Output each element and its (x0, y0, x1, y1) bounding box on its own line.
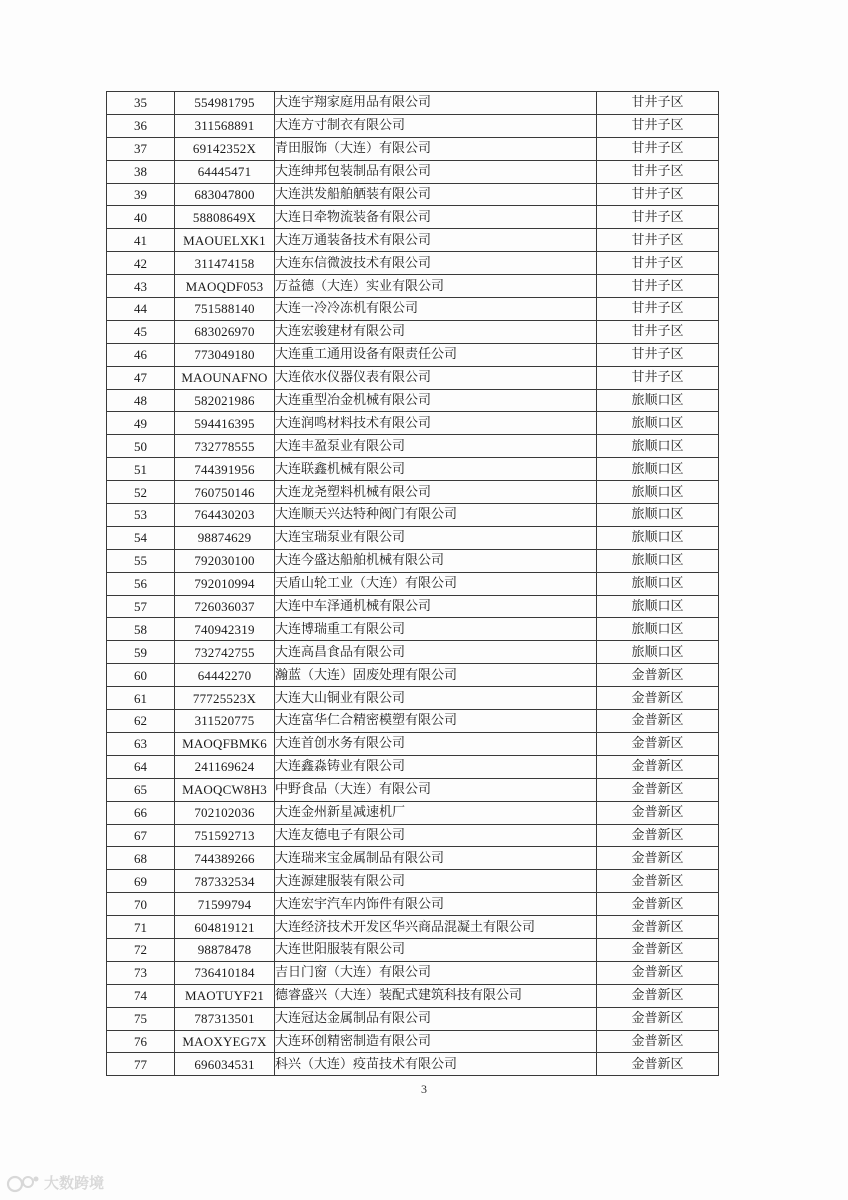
org-code-cell: 554981795 (175, 92, 275, 115)
org-code-cell: 751592713 (175, 824, 275, 847)
company-name-cell: 德睿盛兴（大连）装配式建筑科技有限公司 (275, 984, 597, 1007)
row-number-cell: 39 (107, 183, 175, 206)
company-name-cell: 大连世阳服装有限公司 (275, 938, 597, 961)
row-number-cell: 57 (107, 595, 175, 618)
row-number-cell: 37 (107, 137, 175, 160)
org-code-cell: 58808649X (175, 206, 275, 229)
company-name-cell: 大连金州新星减速机厂 (275, 801, 597, 824)
district-cell: 旅顺口区 (597, 595, 719, 618)
company-name-cell: 大连环创精密制造有限公司 (275, 1030, 597, 1053)
table-row (107, 298, 719, 321)
org-code-cell: 311474158 (175, 252, 275, 275)
org-code-cell: MAOTUYF21 (175, 984, 275, 1007)
table-row (107, 664, 719, 687)
district-cell: 金普新区 (597, 755, 719, 778)
company-name-cell: 大连万通装备技术有限公司 (275, 229, 597, 252)
district-cell: 金普新区 (597, 824, 719, 847)
district-cell: 甘井子区 (597, 137, 719, 160)
table-row (107, 801, 719, 824)
brand-logo-icon (6, 1173, 40, 1193)
company-name-cell: 大连丰盈泵业有限公司 (275, 435, 597, 458)
row-number-cell: 44 (107, 298, 175, 321)
district-cell: 旅顺口区 (597, 641, 719, 664)
district-cell: 甘井子区 (597, 252, 719, 275)
company-name-cell: 青田服饰（大连）有限公司 (275, 137, 597, 160)
table-row (107, 160, 719, 183)
table-row (107, 893, 719, 916)
watermark (6, 1172, 104, 1193)
company-name-cell: 大连重工通用设备有限责任公司 (275, 343, 597, 366)
row-number-cell: 53 (107, 504, 175, 527)
org-code-cell: MAOXYEG7X (175, 1030, 275, 1053)
district-cell: 金普新区 (597, 732, 719, 755)
district-cell: 金普新区 (597, 778, 719, 801)
org-code-cell: 98878478 (175, 938, 275, 961)
company-table-body (107, 92, 719, 1076)
row-number-cell: 46 (107, 343, 175, 366)
org-code-cell: 732742755 (175, 641, 275, 664)
org-code-cell: 64442270 (175, 664, 275, 687)
company-name-cell: 大连顺天兴达特种阀门有限公司 (275, 504, 597, 527)
org-code-cell: MAOQFBMK6 (175, 732, 275, 755)
district-cell: 旅顺口区 (597, 549, 719, 572)
district-cell: 甘井子区 (597, 206, 719, 229)
row-number-cell: 36 (107, 114, 175, 137)
company-name-cell: 大连富华仁合精密模塑有限公司 (275, 710, 597, 733)
row-number-cell: 49 (107, 412, 175, 435)
district-cell: 甘井子区 (597, 275, 719, 298)
table-row (107, 458, 719, 481)
district-cell: 金普新区 (597, 710, 719, 733)
org-code-cell: MAOQCW8H3 (175, 778, 275, 801)
table-row (107, 252, 719, 275)
row-number-cell: 62 (107, 710, 175, 733)
org-code-cell: 98874629 (175, 526, 275, 549)
table-row (107, 595, 719, 618)
district-cell: 旅顺口区 (597, 435, 719, 458)
district-cell: 金普新区 (597, 1007, 719, 1030)
table-row (107, 572, 719, 595)
row-number-cell: 54 (107, 526, 175, 549)
company-name-cell: 大连润鸣材料技术有限公司 (275, 412, 597, 435)
row-number-cell: 66 (107, 801, 175, 824)
company-name-cell: 大连日牵物流装备有限公司 (275, 206, 597, 229)
company-name-cell: 科兴（大连）疫苗技术有限公司 (275, 1053, 597, 1076)
row-number-cell: 48 (107, 389, 175, 412)
table-row (107, 847, 719, 870)
company-name-cell: 瀚蓝（大连）固废处理有限公司 (275, 664, 597, 687)
table-row (107, 137, 719, 160)
table-row (107, 92, 719, 115)
org-code-cell: 726036037 (175, 595, 275, 618)
row-number-cell: 71 (107, 916, 175, 939)
row-number-cell: 55 (107, 549, 175, 572)
org-code-cell: 311568891 (175, 114, 275, 137)
org-code-cell: 594416395 (175, 412, 275, 435)
org-code-cell: 732778555 (175, 435, 275, 458)
table-row (107, 275, 719, 298)
district-cell: 旅顺口区 (597, 526, 719, 549)
org-code-cell: 787313501 (175, 1007, 275, 1030)
company-name-cell: 大连重型冶金机械有限公司 (275, 389, 597, 412)
company-name-cell: 大连博瑞重工有限公司 (275, 618, 597, 641)
district-cell: 甘井子区 (597, 229, 719, 252)
company-name-cell: 大连绅邦包装制品有限公司 (275, 160, 597, 183)
district-cell: 甘井子区 (597, 320, 719, 343)
district-cell: 金普新区 (597, 687, 719, 710)
table-row (107, 481, 719, 504)
org-code-cell: 792030100 (175, 549, 275, 572)
table-row (107, 114, 719, 137)
district-cell: 金普新区 (597, 664, 719, 687)
row-number-cell: 74 (107, 984, 175, 1007)
org-code-cell: 744391956 (175, 458, 275, 481)
table-row (107, 916, 719, 939)
company-name-cell: 大连东信微波技术有限公司 (275, 252, 597, 275)
company-name-cell: 大连首创水务有限公司 (275, 732, 597, 755)
row-number-cell: 61 (107, 687, 175, 710)
org-code-cell: 604819121 (175, 916, 275, 939)
district-cell: 金普新区 (597, 984, 719, 1007)
company-name-cell: 大连宏宇汽车内饰件有限公司 (275, 893, 597, 916)
district-cell: 金普新区 (597, 938, 719, 961)
org-code-cell: 773049180 (175, 343, 275, 366)
company-name-cell: 大连宝瑞泵业有限公司 (275, 526, 597, 549)
company-name-cell: 大连依水仪器仪表有限公司 (275, 366, 597, 389)
row-number-cell: 43 (107, 275, 175, 298)
row-number-cell: 42 (107, 252, 175, 275)
company-name-cell: 大连经济技术开发区华兴商品混凝土有限公司 (275, 916, 597, 939)
district-cell: 旅顺口区 (597, 618, 719, 641)
district-cell: 甘井子区 (597, 366, 719, 389)
row-number-cell: 59 (107, 641, 175, 664)
row-number-cell: 72 (107, 938, 175, 961)
table-row (107, 984, 719, 1007)
table-row (107, 755, 719, 778)
row-number-cell: 68 (107, 847, 175, 870)
org-code-cell: 760750146 (175, 481, 275, 504)
row-number-cell: 70 (107, 893, 175, 916)
company-name-cell: 大连鑫淼铸业有限公司 (275, 755, 597, 778)
district-cell: 甘井子区 (597, 343, 719, 366)
district-cell: 金普新区 (597, 870, 719, 893)
row-number-cell: 58 (107, 618, 175, 641)
table-row (107, 1007, 719, 1030)
table-row (107, 412, 719, 435)
company-name-cell: 天盾山轮工业（大连）有限公司 (275, 572, 597, 595)
table-row (107, 549, 719, 572)
row-number-cell: 60 (107, 664, 175, 687)
row-number-cell: 56 (107, 572, 175, 595)
district-cell: 旅顺口区 (597, 458, 719, 481)
company-name-cell: 大连方寸制衣有限公司 (275, 114, 597, 137)
district-cell: 金普新区 (597, 893, 719, 916)
row-number-cell: 45 (107, 320, 175, 343)
org-code-cell: MAOUNAFNO (175, 366, 275, 389)
table-row (107, 618, 719, 641)
table-row (107, 206, 719, 229)
org-code-cell: 702102036 (175, 801, 275, 824)
company-name-cell: 中野食品（大连）有限公司 (275, 778, 597, 801)
company-name-cell: 大连瑞来宝金属制品有限公司 (275, 847, 597, 870)
org-code-cell: 69142352X (175, 137, 275, 160)
table-row (107, 641, 719, 664)
table-row (107, 870, 719, 893)
table-row (107, 778, 719, 801)
district-cell: 金普新区 (597, 916, 719, 939)
table-row (107, 389, 719, 412)
table-row (107, 526, 719, 549)
row-number-cell: 51 (107, 458, 175, 481)
table-row (107, 710, 719, 733)
row-number-cell: 38 (107, 160, 175, 183)
district-cell: 金普新区 (597, 847, 719, 870)
district-cell: 金普新区 (597, 1053, 719, 1076)
row-number-cell: 35 (107, 92, 175, 115)
table-row (107, 687, 719, 710)
company-name-cell: 大连联鑫机械有限公司 (275, 458, 597, 481)
table-row (107, 938, 719, 961)
org-code-cell: MAOQDF053 (175, 275, 275, 298)
row-number-cell: 69 (107, 870, 175, 893)
org-code-cell: 311520775 (175, 710, 275, 733)
table-row (107, 732, 719, 755)
company-name-cell: 万益德（大连）实业有限公司 (275, 275, 597, 298)
company-name-cell: 大连今盛达船舶机械有限公司 (275, 549, 597, 572)
row-number-cell: 41 (107, 229, 175, 252)
row-number-cell: 67 (107, 824, 175, 847)
table-row (107, 366, 719, 389)
company-name-cell: 大连源建服装有限公司 (275, 870, 597, 893)
org-code-cell: 241169624 (175, 755, 275, 778)
district-cell: 甘井子区 (597, 92, 719, 115)
table-row (107, 183, 719, 206)
company-name-cell: 吉日门窗（大连）有限公司 (275, 961, 597, 984)
org-code-cell: 736410184 (175, 961, 275, 984)
org-code-cell: MAOUELXK1 (175, 229, 275, 252)
district-cell: 旅顺口区 (597, 481, 719, 504)
district-cell: 旅顺口区 (597, 389, 719, 412)
org-code-cell: 683047800 (175, 183, 275, 206)
org-code-cell: 77725523X (175, 687, 275, 710)
row-number-cell: 50 (107, 435, 175, 458)
company-name-cell: 大连中车泽通机械有限公司 (275, 595, 597, 618)
table-row (107, 1030, 719, 1053)
row-number-cell: 73 (107, 961, 175, 984)
row-number-cell: 63 (107, 732, 175, 755)
district-cell: 金普新区 (597, 801, 719, 824)
district-cell: 金普新区 (597, 1030, 719, 1053)
company-name-cell: 大连友德电子有限公司 (275, 824, 597, 847)
company-name-cell: 大连冠达金属制品有限公司 (275, 1007, 597, 1030)
table-row (107, 320, 719, 343)
org-code-cell: 792010994 (175, 572, 275, 595)
district-cell: 甘井子区 (597, 114, 719, 137)
company-name-cell: 大连宇翔家庭用品有限公司 (275, 92, 597, 115)
org-code-cell: 64445471 (175, 160, 275, 183)
company-name-cell: 大连一冷冷冻机有限公司 (275, 298, 597, 321)
page-number: 3 (421, 1082, 427, 1096)
row-number-cell: 64 (107, 755, 175, 778)
table-row (107, 229, 719, 252)
company-name-cell: 大连宏骏建材有限公司 (275, 320, 597, 343)
row-number-cell: 76 (107, 1030, 175, 1053)
table-row (107, 504, 719, 527)
row-number-cell: 75 (107, 1007, 175, 1030)
district-cell: 甘井子区 (597, 160, 719, 183)
company-name-cell: 大连大山铜业有限公司 (275, 687, 597, 710)
row-number-cell: 47 (107, 366, 175, 389)
org-code-cell: 71599794 (175, 893, 275, 916)
district-cell: 旅顺口区 (597, 504, 719, 527)
district-cell: 旅顺口区 (597, 412, 719, 435)
district-cell: 甘井子区 (597, 183, 719, 206)
org-code-cell: 582021986 (175, 389, 275, 412)
company-table (106, 91, 719, 1076)
company-name-cell: 大连洪发船舶舾装有限公司 (275, 183, 597, 206)
org-code-cell: 744389266 (175, 847, 275, 870)
table-row (107, 961, 719, 984)
company-name-cell: 大连龙尧塑料机械有限公司 (275, 481, 597, 504)
table-row (107, 343, 719, 366)
org-code-cell: 696034531 (175, 1053, 275, 1076)
company-name-cell: 大连高昌食品有限公司 (275, 641, 597, 664)
table-row (107, 1053, 719, 1076)
district-cell: 金普新区 (597, 961, 719, 984)
district-cell: 甘井子区 (597, 298, 719, 321)
table-row (107, 824, 719, 847)
row-number-cell: 52 (107, 481, 175, 504)
org-code-cell: 787332534 (175, 870, 275, 893)
org-code-cell: 740942319 (175, 618, 275, 641)
org-code-cell: 751588140 (175, 298, 275, 321)
row-number-cell: 40 (107, 206, 175, 229)
org-code-cell: 764430203 (175, 504, 275, 527)
org-code-cell: 683026970 (175, 320, 275, 343)
row-number-cell: 65 (107, 778, 175, 801)
watermark-text: 大数跨境 (44, 1174, 105, 1192)
district-cell: 旅顺口区 (597, 572, 719, 595)
row-number-cell: 77 (107, 1053, 175, 1076)
table-row (107, 435, 719, 458)
